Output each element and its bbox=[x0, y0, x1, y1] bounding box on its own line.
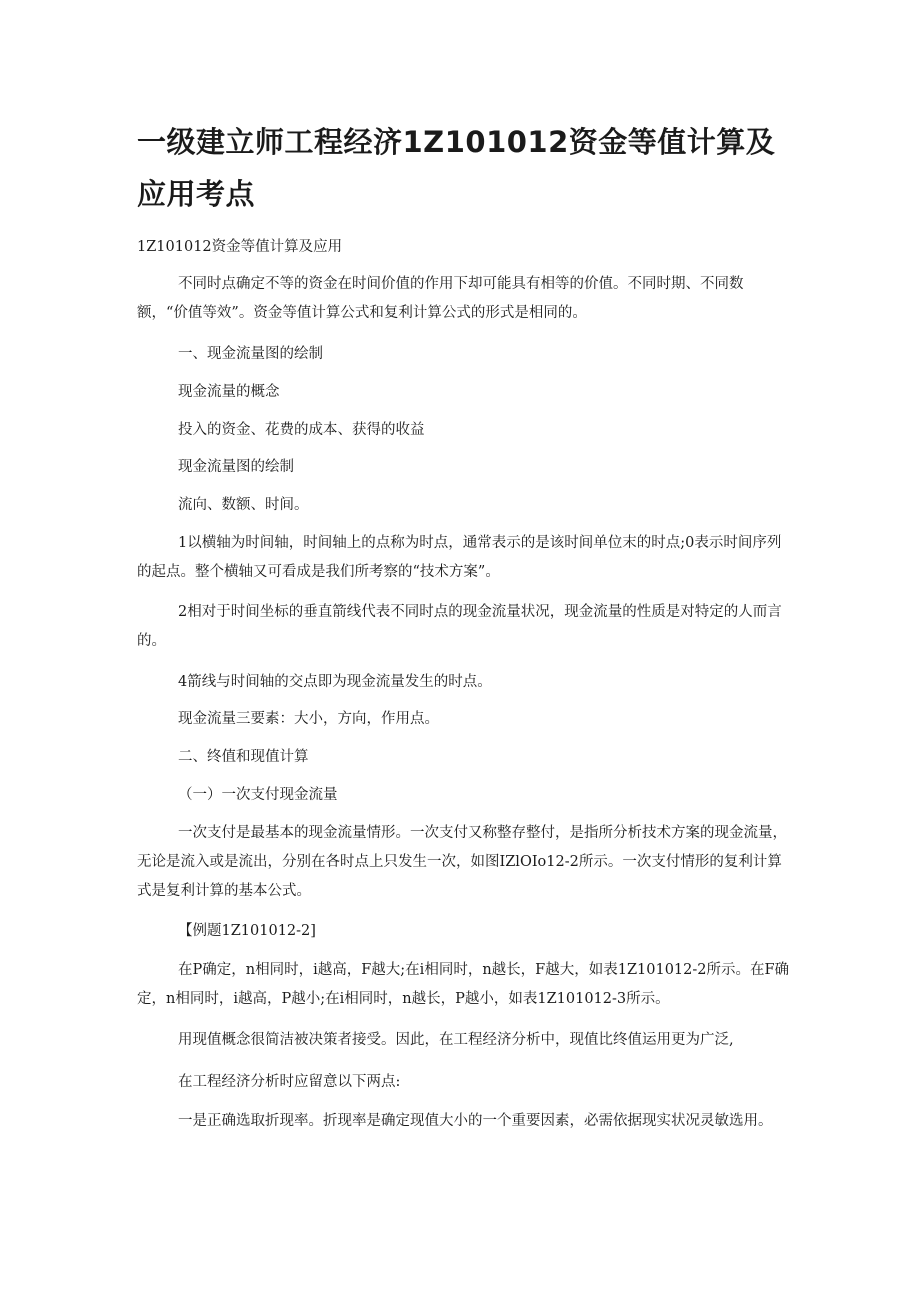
paragraph-present-value-usage: 用现值概念很简洁被决策者接受。因此，在工程经济分析中，现值比终值运用更为广泛, bbox=[178, 1032, 734, 1048]
heading-single-payment: （一）一次支付现金流量 bbox=[178, 787, 338, 803]
heading-cashflow-diagram: 一、现金流量图的绘制 bbox=[178, 346, 323, 362]
paragraph-two-points: 在工程经济分析时应留意以下两点: bbox=[178, 1074, 401, 1090]
document-title: 一级建立师工程经济1Z101012资金等值计算及应用考点 bbox=[137, 125, 776, 211]
paragraph-diagram-drawing: 现金流量图的绘制 bbox=[178, 459, 294, 475]
section-heading: 1Z101012资金等值计算及应用 bbox=[137, 239, 343, 255]
paragraph-flow-elements: 流向、数额、时间。 bbox=[178, 497, 309, 513]
paragraph-point-1: 1以横轴为时间轴，时间轴上的点称为时点，通常表示的是该时间单位末的时点;0表示时间序列的起点。整个横轴又可看成是我们所考察的“技术方案”。 bbox=[137, 535, 782, 580]
paragraph-point-4: 4箭线与时间轴的交点即为现金流量发生的时点。 bbox=[178, 674, 492, 690]
paragraph-point-2: 2相对于时间坐标的垂直箭线代表不同时点的现金流量状况，现金流量的性质是对特定的人而言的。 bbox=[137, 604, 782, 649]
paragraph-three-elements: 现金流量三要素：大小，方向，作用点。 bbox=[178, 711, 439, 727]
paragraph-cashflow-concept: 现金流量的概念 bbox=[178, 384, 280, 400]
heading-future-present-value: 二、终值和现值计算 bbox=[178, 749, 309, 765]
paragraph-cashflow-items: 投入的资金、花费的成本、获得的收益 bbox=[178, 422, 425, 438]
paragraph-discount-rate: 一是正确选取折现率。折现率是确定现值大小的一个重要因素，必需依据现实状况灵敏选用。 bbox=[178, 1113, 773, 1129]
paragraph-example-analysis: 在P确定，n相同时，i越高，F越大;在i相同时，n越长，F越大，如表1Z101012-2所示。在F确定，n相同时，i越高，P越小;在i相同时，n越长，P越小，如表1Z101012-3所示。 bbox=[137, 962, 790, 1007]
paragraph-intro: 不同时点确定不等的资金在时间价值的作用下却可能具有相等的价值。不同时期、不同数额，“价值等效”。资金等值计算公式和复利计算公式的形式是相同的。 bbox=[137, 276, 744, 321]
paragraph-example-label: 【例题1Z101012-2] bbox=[178, 923, 316, 939]
paragraph-single-payment: 一次支付是最基本的现金流量情形。一次支付又称整存整付，是指所分析技术方案的现金流量，无论是流入或是流出，分别在各时点上只发生一次，如图IZlOIo12-2所示。一次支付情形的复利计算式是复利计算的基本公式。 bbox=[137, 825, 787, 899]
